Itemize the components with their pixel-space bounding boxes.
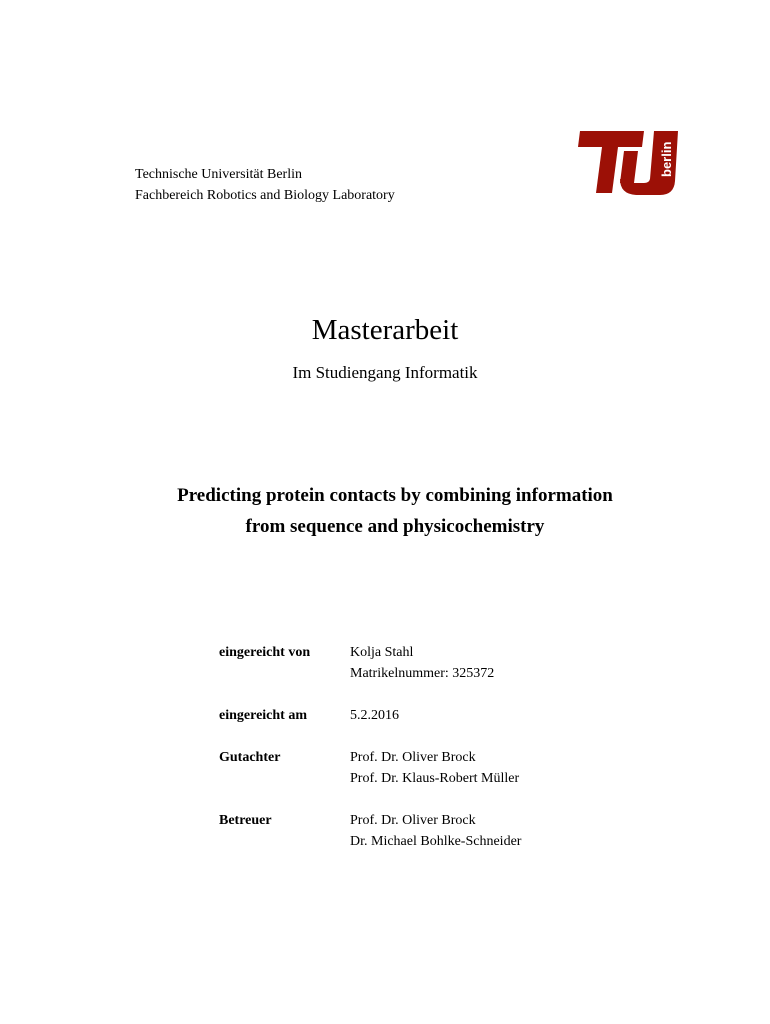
author-name: Kolja Stahl [350, 645, 414, 660]
detail-values [350, 642, 494, 684]
thesis-title [0, 480, 770, 542]
detail-row-reviewers [219, 747, 521, 789]
thesis-type: Masterarbeit [311, 314, 459, 346]
university-name: Technische Universität Berlin [135, 167, 302, 182]
detail-label: Betreuer [219, 813, 272, 828]
detail-row-supervisors [219, 810, 521, 852]
study-program: Im Studiengang Informatik [292, 363, 478, 382]
reviewer-name: Prof. Dr. Klaus-Robert Müller [350, 771, 520, 786]
matriculation-number: Matrikelnummer: 325372 [350, 666, 495, 681]
tu-berlin-logo [576, 129, 678, 197]
detail-row-submitted-on [219, 705, 521, 726]
supervisor-name: Prof. Dr. Oliver Brock [350, 813, 476, 828]
detail-label: eingereicht am [219, 708, 307, 723]
detail-values [350, 810, 521, 852]
institution-block [135, 164, 395, 206]
department-name: Fachbereich Robotics and Biology Laboratory [135, 188, 395, 203]
reviewer-name: Prof. Dr. Oliver Brock [350, 750, 476, 765]
detail-values [350, 705, 399, 726]
submission-details [219, 642, 521, 873]
thesis-title-line: Predicting protein contacts by combining information [177, 485, 613, 506]
submission-date: 5.2.2016 [350, 708, 399, 723]
detail-label: eingereicht von [219, 645, 311, 660]
thesis-title-line: from sequence and physicochemistry [245, 516, 545, 537]
logo-text: berlin [659, 141, 674, 177]
detail-values [350, 747, 519, 789]
supervisor-name: Dr. Michael Bohlke-Schneider [350, 834, 522, 849]
detail-row-submitted-by [219, 642, 521, 684]
detail-label: Gutachter [219, 750, 281, 765]
